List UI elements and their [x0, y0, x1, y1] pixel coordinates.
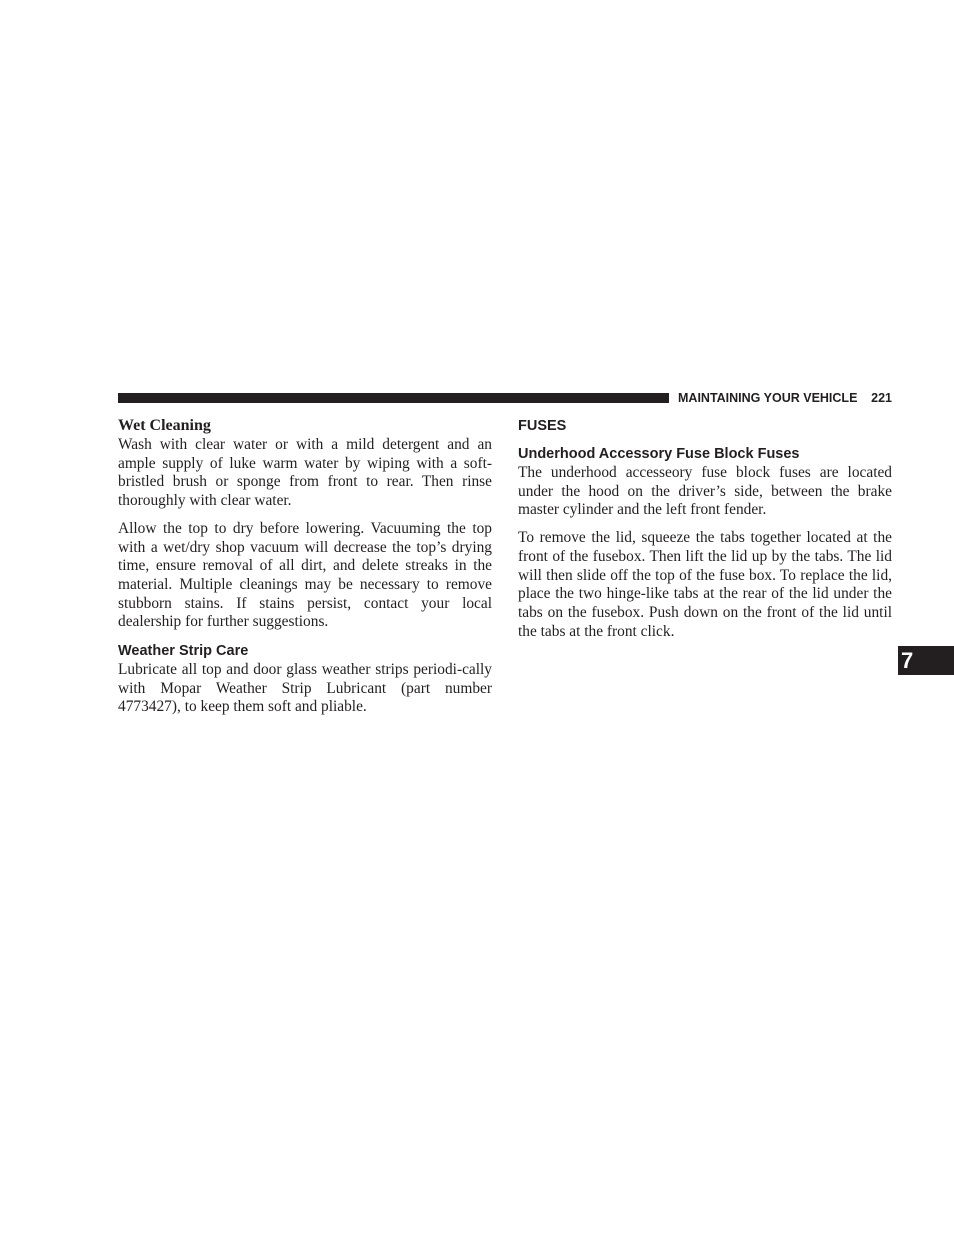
chapter-tab: 7: [898, 646, 954, 675]
underhood-paragraph-2: To remove the lid, squeeze the tabs together located at the front of the fusebox. Then lift the lid up by the tabs. The lid will then slide off the top of the fuse box. To replace the lid, place the two hinge-like tabs at the rear of the lid under the tabs on the fusebox. Push down on the front of the lid until the tabs at the front click.: [518, 529, 892, 640]
section-title: MAINTAINING YOUR VEHICLE: [678, 391, 858, 405]
fuses-heading: FUSES: [518, 418, 567, 434]
weather-strip-paragraph: Lubricate all top and door glass weather strips periodi-cally with Mopar Weather Strip Lubricant (part number 4773427), to keep them soft and pliable.: [118, 661, 492, 716]
page-number: 221: [871, 391, 892, 405]
underhood-paragraph-1: The underhood accesseory fuse block fuses are located under the hood on the driver’s side, between the brake master cylinder and the left front fender.: [518, 464, 892, 519]
wet-cleaning-paragraph-1: Wash with clear water or with a mild detergent and an ample supply of luke warm water by wiping with a soft-bristled brush or sponge from front to rear. Then rinse thoroughly with clear water.: [118, 436, 492, 510]
left-column: [118, 416, 492, 717]
header-rule: [118, 393, 669, 403]
running-header: [678, 390, 892, 406]
wet-cleaning-heading: Wet Cleaning: [118, 417, 211, 434]
wet-cleaning-paragraph-2: Allow the top to dry before lowering. Vacuuming the top with a wet/dry shop vacuum will decrease the top’s drying time, ensure removal of all dirt, and delete streaks in the material. Multiple cleanings may be necessary to remove stubborn stains. If stains persist, contact your local dealership for further suggestions.: [118, 519, 492, 631]
underhood-fuse-heading: Underhood Accessory Fuse Block Fuses: [518, 446, 800, 462]
right-column: [518, 416, 892, 641]
weather-strip-heading: Weather Strip Care: [118, 643, 249, 660]
